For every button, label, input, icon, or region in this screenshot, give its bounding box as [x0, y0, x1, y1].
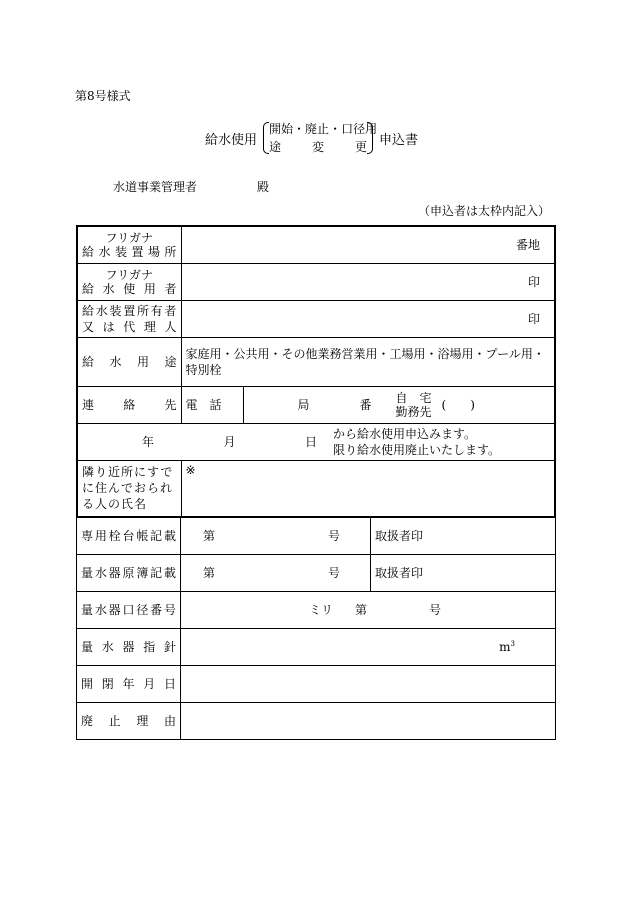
user-input[interactable] — [181, 263, 555, 300]
row-location — [77, 226, 555, 263]
meter-bore-label: 量 水 器 口 径 番 号 — [77, 591, 181, 628]
exchange-label: 局 — [297, 398, 310, 412]
applicant-table — [76, 225, 556, 518]
contact-label: 連 絡 先 — [82, 398, 177, 412]
office-use-table — [76, 517, 556, 740]
row-meter-bore — [77, 591, 556, 628]
open-close-input[interactable] — [181, 665, 556, 702]
ledger-handler[interactable]: 取扱者印 — [371, 517, 556, 554]
date-input[interactable] — [77, 423, 555, 460]
title-options-line2 — [269, 138, 367, 156]
number-label: 番 — [359, 398, 372, 412]
form-title — [205, 118, 418, 158]
meter-reading-label: 量 水 器 指 針 — [77, 628, 181, 665]
applicant-note: （申込者は太枠内記入） — [418, 204, 551, 218]
row-reason — [77, 702, 556, 739]
addressee: 水道事業管理者 殿 — [113, 180, 270, 194]
row-meter-register — [77, 554, 556, 591]
seal-mark: 印 — [527, 312, 540, 326]
option-abolish: 廃止 — [305, 122, 330, 136]
title-suffix: 申込書 — [379, 132, 419, 148]
option-change-3: 更 — [354, 140, 367, 154]
meter-register-handler[interactable]: 取扱者印 — [371, 554, 556, 591]
meter-bore-input[interactable]: ミリ 第 号 — [181, 591, 556, 628]
abolish-text: 限り給水使用廃止いたします。 — [333, 442, 501, 457]
reason-input[interactable] — [181, 702, 556, 739]
purpose-label-cell — [77, 337, 181, 386]
location-label: 給 水 装 置 場 所 — [82, 244, 177, 259]
ledger-label: 専 用 栓 台 帳 記 載 — [77, 517, 181, 554]
row-purpose — [77, 337, 555, 386]
user-label-cell: フリガナ 給 水 使 用 者 — [77, 263, 181, 300]
user-label: 給 水 使 用 者 — [82, 281, 177, 296]
option-bore: 口径用 — [341, 122, 378, 136]
owner-label-cell: 給 水 装 置 所 有 者 又 は 代 理 人 — [77, 300, 181, 337]
note-mark: ※ — [185, 462, 196, 477]
row-owner — [77, 300, 555, 337]
row-ledger — [77, 517, 556, 554]
month-label: 月 — [223, 435, 236, 449]
neighbor-label: 隣り近所にすでに住んでおられる人の氏名 — [77, 460, 181, 517]
location-label-cell: フリガナ 給 水 装 置 場 所 — [77, 226, 181, 263]
row-contact — [77, 386, 555, 423]
phone-label: 電 話 — [181, 386, 243, 423]
owner-input[interactable] — [181, 300, 555, 337]
day-label: 日 — [304, 435, 317, 449]
year-label: 年 — [142, 435, 155, 449]
option-change-1: 途 — [269, 140, 282, 154]
row-meter-reading — [77, 628, 556, 665]
row-open-close — [77, 665, 556, 702]
open-close-label: 開 閉 年 月 日 — [77, 665, 181, 702]
title-prefix: 給水使用 — [205, 132, 258, 148]
phone-input[interactable] — [243, 386, 555, 423]
row-dates — [77, 423, 555, 460]
row-user — [77, 263, 555, 300]
title-options — [263, 120, 378, 156]
contact-label-cell — [77, 386, 181, 423]
meter-register-number[interactable]: 第 号 — [181, 554, 371, 591]
ledger-number[interactable]: 第 号 — [181, 517, 371, 554]
area-code-paren: ( ) — [441, 398, 475, 412]
neighbor-input[interactable] — [181, 460, 555, 517]
row-neighbor — [77, 460, 555, 517]
start-text: から給水使用申込みます。 — [333, 426, 477, 441]
meter-reading-input[interactable] — [181, 628, 556, 665]
tono: 殿 — [257, 180, 270, 194]
title-options-line1: 開始 ・ 廃止 ・ 口径用 — [269, 122, 378, 136]
purpose-label: 給 水 用 途 — [82, 355, 177, 369]
option-start: 開始 — [269, 122, 294, 136]
meter-register-label: 量 水 器 原 簿 記 載 — [77, 554, 181, 591]
home-work-label: 自 宅 勤務先 — [395, 390, 432, 419]
form-number: 第8号様式 — [75, 89, 131, 103]
option-change-2: 変 — [312, 140, 325, 154]
reason-label: 廃 止 理 由 — [77, 702, 181, 739]
cubic-meter-unit: $m^3$ — [499, 639, 515, 654]
location-input[interactable]: 番地 — [181, 226, 555, 263]
purpose-options[interactable]: 家庭用・公共用・その他業務営業用・工場用・浴場用・プール用・特別栓 — [181, 337, 555, 386]
seal-mark: 印 — [527, 275, 540, 289]
